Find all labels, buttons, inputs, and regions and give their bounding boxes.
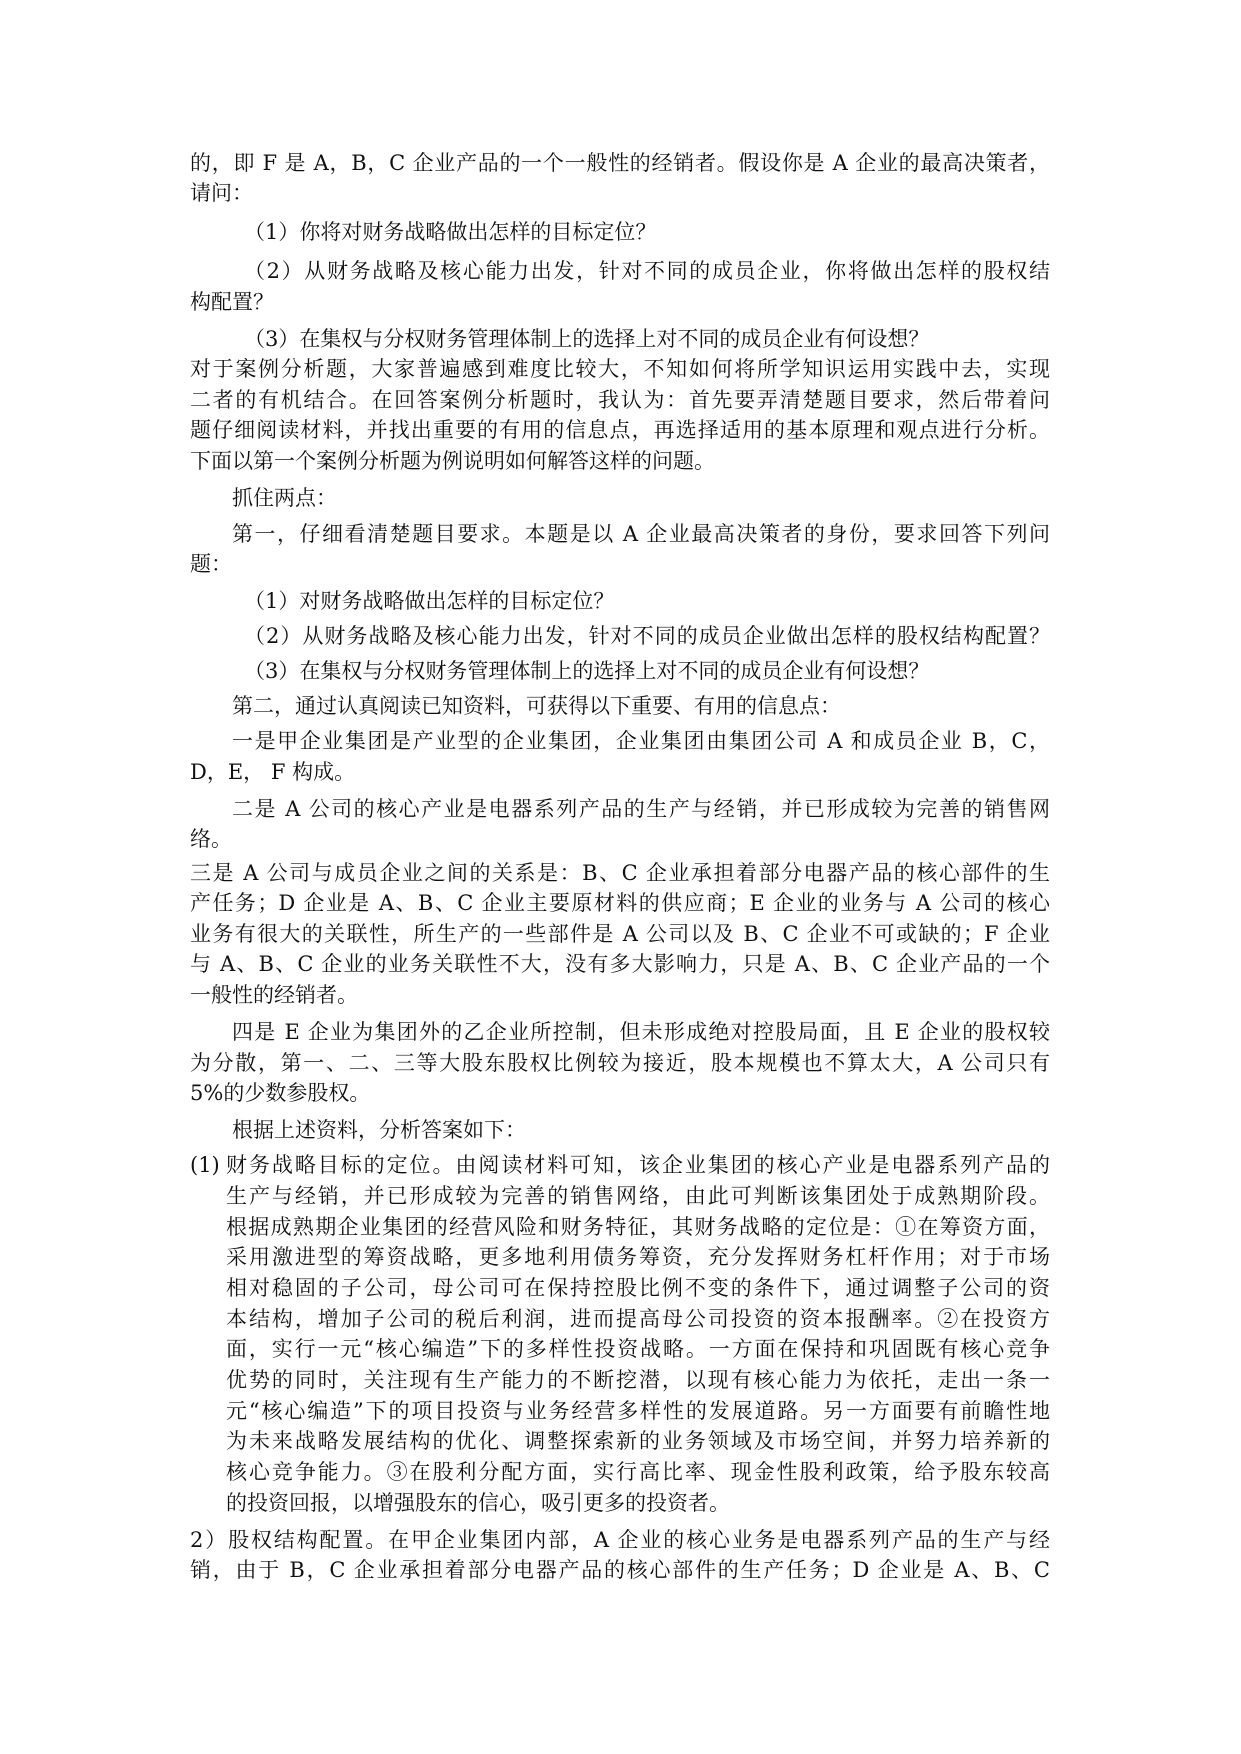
text-line: 一般性的经销者。 [190, 983, 358, 1007]
text-line: 一是甲企业集团是产业型的企业集团，企业集团由集团公司 A 和成员企业 B，C， [232, 729, 1050, 753]
text-line: D，E， F 构成。 [190, 760, 356, 784]
text-line: 生产与经销，并已形成较为完善的销售网络，由此可判断该集团处于成熟期阶段。 [226, 1184, 1050, 1208]
text-line: 业务有很大的关联性，所生产的一些部件是 A 公司以及 B、C 企业不可或缺的；F 企业 [190, 922, 1050, 946]
text-line: 根据上述资料，分析答案如下： [232, 1118, 526, 1142]
text-line: 的，即 F 是 A，B，C 企业产品的一个一般性的经销者。假设你是 A 企业的最高决策者， [190, 151, 1050, 175]
text-line: 二者的有机结合。在回答案例分析题时，我认为：首先要弄清楚题目要求，然后带着问 [190, 388, 1050, 412]
text-line: 财务战略目标的定位。由阅读材料可知，该企业集团的核心产业是电器系列产品的 [226, 1153, 1050, 1177]
text-line: 元“核心编造”下的项目投资与业务经营多样性的发展道路。另一方面要有前瞻性地 [226, 1399, 1050, 1423]
text-line: 络。 [190, 827, 232, 851]
text-line: 第一，仔细看清楚题目要求。本题是以 A 企业最高决策者的身份，要求回答下列问 [232, 522, 1050, 546]
text-line: 请问： [190, 181, 253, 205]
text-line: 题： [190, 552, 232, 576]
text-line: 产任务；D 企业是 A、B、C 企业主要原材料的供应商；E 企业的业务与 A 公司的核心 [190, 891, 1050, 915]
text-line: 三是 A 公司与成员企业之间的关系是：B、C 企业承担着部分电器产品的核心部件的生 [190, 861, 1050, 885]
text-line: （3）在集权与分权财务管理体制上的选择上对不同的成员企业有何设想？ [244, 659, 930, 683]
text-line: 为未来战略发展结构的优化、调整探索新的业务领域及市场空间，并努力培养新的 [226, 1429, 1050, 1453]
text-line: 的投资回报，以增强股东的信心，吸引更多的投资者。 [226, 1491, 730, 1515]
text-line: 5%的少数参股权。 [190, 1081, 371, 1105]
text-line: 面，实行一元“核心编造”下的多样性投资战略。一方面在保持和巩固既有核心竞争 [226, 1337, 1050, 1361]
list-number: (1) [190, 1153, 220, 1177]
text-line: （2）从财务战略及核心能力出发，针对不同的成员企业做出怎样的股权结构配置？ [244, 624, 1050, 648]
text-line: 采用激进型的筹资战略，更多地利用债务筹资，充分发挥财务杠杆作用；对于市场 [226, 1245, 1050, 1269]
text-line: （1）对财务战略做出怎样的目标定位？ [244, 589, 615, 613]
text-line: 与 A、B、C 企业的业务关联性不大，没有多大影响力，只是 A、B、C 企业产品的一个 [190, 952, 1050, 976]
text-line: 相对稳固的子公司，母公司可在保持控股比例不变的条件下，通过调整子公司的资 [226, 1276, 1050, 1300]
text-line: 构配置？ [190, 290, 274, 314]
text-line: 本结构，增加子公司的税后利润，进而提高母公司投资的资本报酬率。②在投资方 [226, 1307, 1050, 1331]
text-line: 第二，通过认真阅读已知资料，可获得以下重要、有用的信息点： [232, 694, 841, 718]
text-line: 二是 A 公司的核心产业是电器系列产品的生产与经销，并已形成较为完善的销售网 [232, 797, 1050, 821]
text-line: 四是 E 企业为集团外的乙企业所控制，但未形成绝对控股局面，且 E 企业的股权较 [232, 1020, 1050, 1044]
text-line: （2）从财务战略及核心能力出发，针对不同的成员企业，你将做出怎样的股权结 [244, 259, 1050, 283]
text-line: 题仔细阅读材料，并找出重要的有用的信息点，再选择适用的基本原理和观点进行分析。 [190, 418, 1050, 442]
text-line: （1）你将对财务战略做出怎样的目标定位？ [244, 220, 657, 244]
text-line: 根据成熟期企业集团的经营风险和财务特征，其财务战略的定位是：①在筹资方面， [226, 1215, 1050, 1239]
text-line: 优势的同时，关注现有生产能力的不断挖潜，以现有核心能力为依托，走出一条一 [226, 1368, 1050, 1392]
text-line: （3）在集权与分权财务管理体制上的选择上对不同的成员企业有何设想？ [244, 327, 930, 351]
text-line: 抓住两点： [232, 486, 337, 510]
text-line: 2）股权结构配置。在甲企业集团内部，A 企业的核心业务是电器系列产品的生产与经 [190, 1528, 1050, 1552]
text-line: 为分散，第一、二、三等大股东股权比例较为接近，股本规模也不算太大，A 公司只有 [190, 1051, 1050, 1075]
text-line: 核心竞争能力。③在股利分配方面，实行高比率、现金性股利政策，给予股东较高 [226, 1460, 1050, 1484]
text-line: 下面以第一个案例分析题为例说明如何解答这样的问题。 [190, 449, 715, 473]
text-line: 对于案例分析题，大家普遍感到难度比较大，不知如何将所学知识运用实践中去，实现 [190, 357, 1050, 381]
text-line: 销，由于 B，C 企业承担着部分电器产品的核心部件的生产任务；D 企业是 A、B、C [190, 1558, 1050, 1582]
